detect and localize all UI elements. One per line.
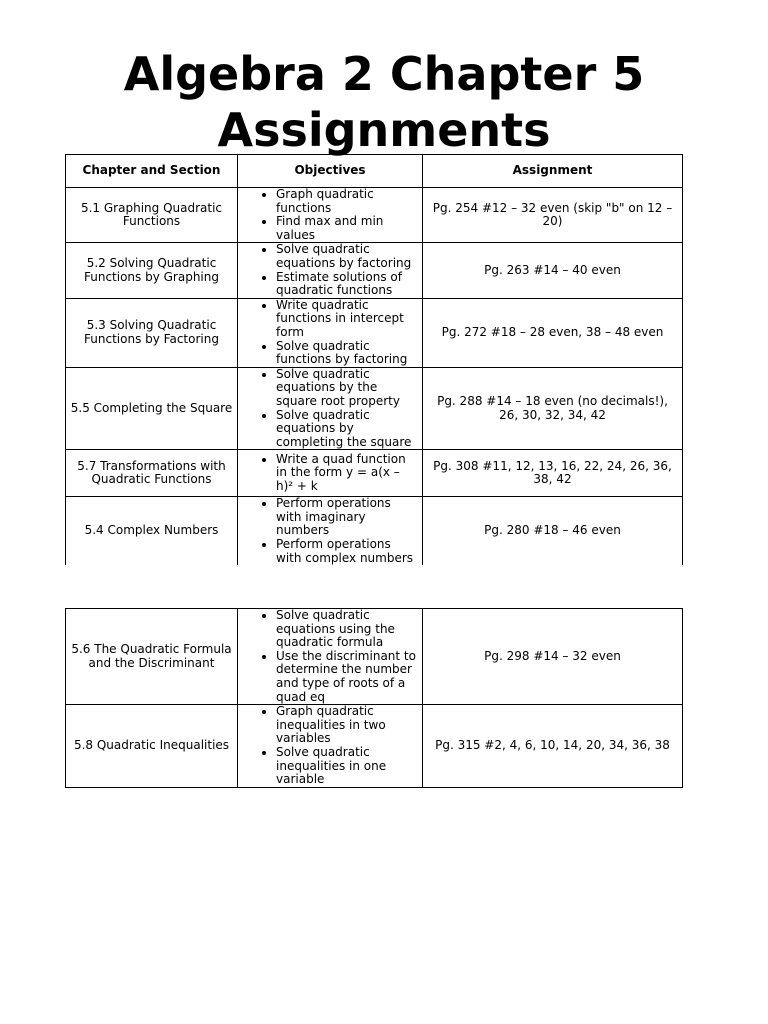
assignment-cell: Pg. 263 #14 – 40 even [423, 243, 683, 298]
title-line-2: Assignments [217, 103, 551, 157]
objectives-cell [238, 188, 423, 243]
objective-item: • Graph quadratic functions [276, 188, 418, 215]
assignment-cell: Pg. 298 #14 – 32 even [423, 609, 683, 705]
objective-item: • Perform operations with complex numbers [276, 538, 418, 565]
header-objectives: Objectives [238, 155, 423, 188]
header-row [66, 155, 683, 188]
objectives-cell [238, 243, 423, 298]
table-row [66, 497, 683, 565]
page-title [0, 46, 768, 158]
section-cell: 5.8 Quadratic Inequalities [66, 705, 238, 788]
section-cell: 5.6 The Quadratic Formula and the Discriminant [66, 609, 238, 705]
section-cell: 5.4 Complex Numbers [66, 497, 238, 565]
section-cell: 5.2 Solving Quadratic Functions by Graphing [66, 243, 238, 298]
table-row [66, 367, 683, 450]
objective-item: • Write a quad function in the form y = a(x – h)² + k [276, 453, 418, 494]
objectives-cell [238, 298, 423, 367]
objective-item: • Solve quadratic equations by the square root property [276, 368, 418, 409]
objectives-cell [238, 450, 423, 497]
objective-item: • Perform operations with imaginary numbers [276, 497, 418, 538]
section-cell: 5.1 Graphing Quadratic Functions [66, 188, 238, 243]
objective-item: • Graph quadratic inequalities in two variables [276, 705, 418, 746]
assignment-cell: Pg. 288 #14 – 18 even (no decimals!), 26, 30, 32, 34, 42 [423, 367, 683, 450]
objective-item: • Use the discriminant to determine the number and type of roots of a quad eq [276, 650, 418, 704]
table-row [66, 609, 683, 705]
objective-item: • Estimate solutions of quadratic functions [276, 271, 418, 298]
title-line-1: Algebra 2 Chapter 5 [123, 47, 645, 101]
section-cell: 5.3 Solving Quadratic Functions by Factoring [66, 298, 238, 367]
header-section: Chapter and Section [66, 155, 238, 188]
section-cell: 5.5 Completing the Square [66, 367, 238, 450]
objectives-cell [238, 497, 423, 565]
objectives-cell [238, 367, 423, 450]
objectives-cell [238, 705, 423, 788]
objective-item: • Solve quadratic functions by factoring [276, 340, 418, 367]
assignment-cell: Pg. 254 #12 – 32 even (skip "b" on 12 – 20) [423, 188, 683, 243]
table-row [66, 243, 683, 298]
assignment-cell: Pg. 308 #11, 12, 13, 16, 22, 24, 26, 36, 38, 42 [423, 450, 683, 497]
assignments-table-part-1 [65, 154, 683, 565]
assignment-cell: Pg. 315 #2, 4, 6, 10, 14, 20, 34, 36, 38 [423, 705, 683, 788]
objective-item: • Solve quadratic equations using the quadratic formula [276, 609, 418, 650]
assignment-cell: Pg. 272 #18 – 28 even, 38 – 48 even [423, 298, 683, 367]
section-cell: 5.7 Transformations with Quadratic Functions [66, 450, 238, 497]
objectives-cell [238, 609, 423, 705]
header-assignment: Assignment [423, 155, 683, 188]
objective-item: • Find max and min values [276, 215, 418, 242]
objective-item: • Solve quadratic inequalities in one variable [276, 746, 418, 787]
assignment-cell: Pg. 280 #18 – 46 even [423, 497, 683, 565]
objective-item: • Solve quadratic equations by completing the square [276, 409, 418, 450]
table-row [66, 188, 683, 243]
assignments-table-part-2 [65, 608, 683, 788]
objective-item: • Solve quadratic equations by factoring [276, 243, 418, 270]
table-row [66, 298, 683, 367]
table-row [66, 705, 683, 788]
objective-item: • Write quadratic functions in intercept form [276, 299, 418, 340]
table-row [66, 450, 683, 497]
